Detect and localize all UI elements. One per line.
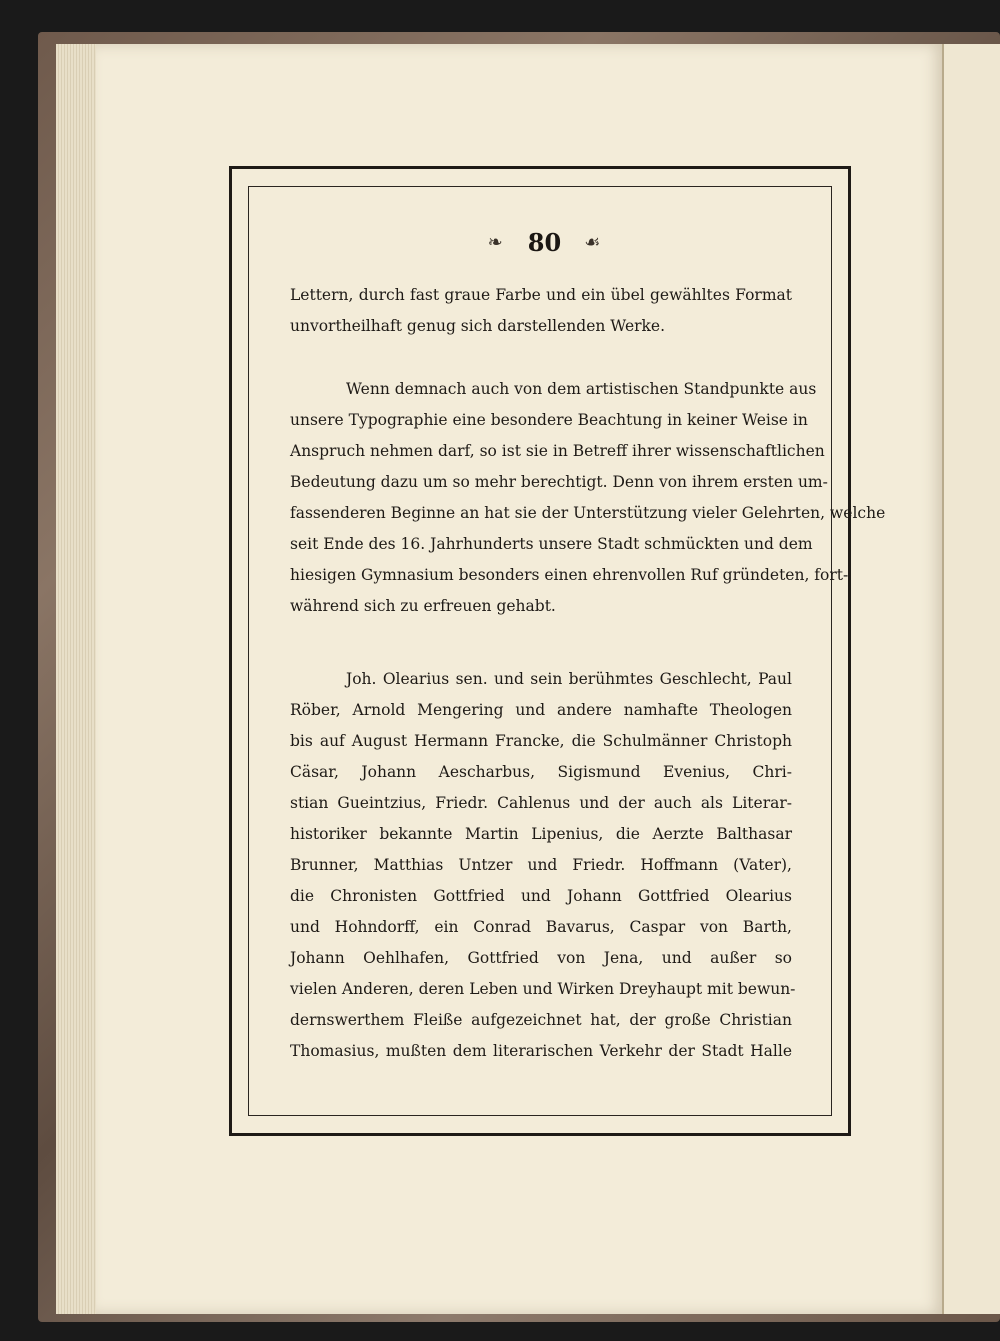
text-line: bis auf August Hermann Francke, die Schulmänner Christoph xyxy=(290,732,792,750)
text-line: fassenderen Beginne an hat sie der Unterstützung vieler Gelehrten, welche xyxy=(290,504,886,522)
text-line: unvortheilhaft genug sich darstellenden Werke. xyxy=(290,317,666,335)
ornament-right-icon: ☙ xyxy=(584,232,603,253)
text-line: dernswerthem Fleiße aufgezeichnet hat, der große Christian xyxy=(290,1011,792,1029)
paragraph-1 xyxy=(290,280,792,342)
text-line: Joh. Olearius sen. und sein berühmtes Geschlecht, Paul xyxy=(346,670,792,688)
text-line: Thomasius, mußten dem literarischen Verkehr der Stadt Halle xyxy=(290,1042,792,1060)
text-line: und Hohndorff, ein Conrad Bavarus, Caspar von Barth, xyxy=(290,918,792,936)
text-line: Röber, Arnold Mengering und andere namhafte Theologen xyxy=(290,701,792,719)
text-line: Cäsar, Johann Aescharbus, Sigismund Evenius, Chri- xyxy=(290,763,792,781)
text-line: vielen Anderen, deren Leben und Wirken Dreyhaupt mit bewun- xyxy=(290,980,796,998)
text-line: historiker bekannte Martin Lipenius, die Aerzte Balthasar xyxy=(290,825,792,843)
text-line: die Chronisten Gottfried und Johann Gottfried Olearius xyxy=(290,887,792,905)
page-edges xyxy=(56,44,98,1314)
text-line: seit Ende des 16. Jahrhunderts unsere Stadt schmückten und dem xyxy=(290,535,813,553)
text-line: Wenn demnach auch von dem artistischen Standpunkte aus xyxy=(346,380,817,398)
page-header xyxy=(300,228,790,264)
text-line: stian Gueintzius, Friedr. Cahlenus und der auch als Literar- xyxy=(290,794,792,812)
text-line: Bedeutung dazu um so mehr berechtigt. Denn von ihrem ersten um- xyxy=(290,473,828,491)
paragraph-2 xyxy=(290,374,886,622)
text-line: unsere Typographie eine besondere Beachtung in keiner Weise in xyxy=(290,411,808,429)
text-line: Johann Oehlhafen, Gottfried von Jena, und außer so xyxy=(290,949,792,967)
text-line: Brunner, Matthias Untzer und Friedr. Hoffmann (Vater), xyxy=(290,856,792,874)
text-line: Lettern, durch fast graue Farbe und ein übel gewähltes Format xyxy=(290,286,792,304)
page-number: 80 xyxy=(527,228,562,257)
ornament-left-icon: ❧ xyxy=(487,232,505,253)
text-line: Anspruch nehmen darf, so ist sie in Betreff ihrer wissenschaftlichen xyxy=(290,442,825,460)
next-page-edge xyxy=(942,44,1000,1314)
text-line: während sich zu erfreuen gehabt. xyxy=(290,597,556,615)
text-line: hiesigen Gymnasium besonders einen ehrenvollen Ruf gründeten, fort- xyxy=(290,566,849,584)
paragraph-3 xyxy=(290,664,796,1067)
